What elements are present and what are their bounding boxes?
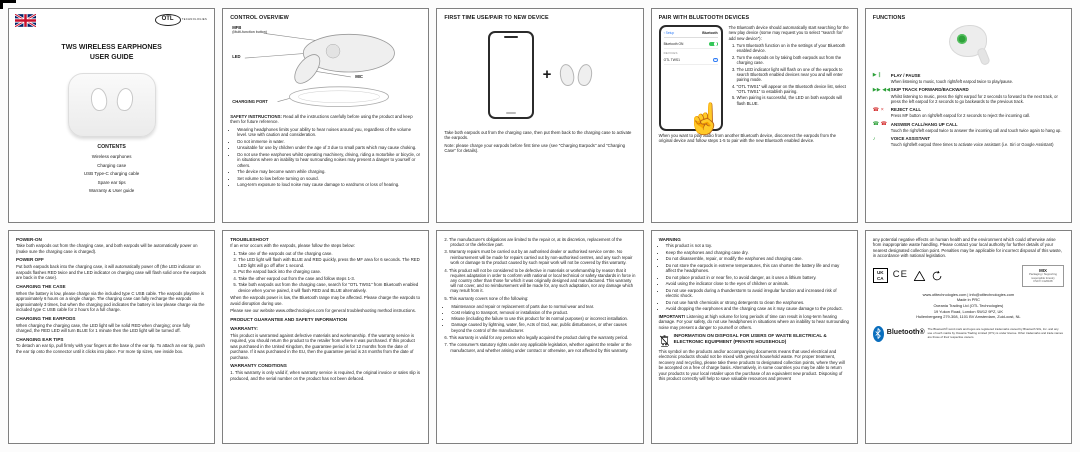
back-link: ‹ Setup <box>663 30 675 35</box>
power-section <box>16 284 207 313</box>
troubleshoot-intro: If an error occurs with the earpods, please follow the steps below: <box>230 243 355 249</box>
power-section-body: Take both earpods out from the charging case, and both earpods will be automatically power on (make sure the charging case is charged). <box>16 243 198 254</box>
warning-heading: WARNING <box>658 236 681 242</box>
earbud-image <box>873 25 1064 69</box>
bluetooth-logo-icon <box>873 326 884 342</box>
pause-icon: ∥ <box>878 72 881 79</box>
panel-pair-bluetooth <box>651 8 858 223</box>
earbud-right-image <box>577 63 595 87</box>
power-section-heading: CHARGING THE CASE <box>16 283 66 289</box>
function-desc: Touch right/left earpod three times to activate voice assistant (i.e. Siri or Google Assistant) <box>890 142 1054 148</box>
panel-warranty-conditions <box>436 230 643 445</box>
power-section-heading: POWER OFF <box>16 257 44 263</box>
skip-backward-icon: ◀◀ <box>882 86 891 93</box>
earbud-stem-image <box>977 47 992 66</box>
ukca-line1: UK <box>876 270 884 276</box>
troubleshoot-heading: TROUBLESHOOT <box>230 236 269 242</box>
disposal-heading: INFORMATION ON DISPOSAL FOR USERS OF WASTE ELECTRICAL & ELECTRONIC EQUIPMENT (PRIVATE HOUSEHOLD) <box>673 333 827 345</box>
phone-header <box>664 31 718 38</box>
voice-assistant-icon: ♪ <box>872 135 876 142</box>
plus-sign: + <box>542 66 552 84</box>
function-play-pause <box>873 73 1064 84</box>
panel-cover <box>8 8 215 223</box>
panel-troubleshoot <box>222 230 429 445</box>
pair-step: 2. Turn the earpods on by taking both earpods out from the charging case. <box>737 55 850 66</box>
earbuds-image <box>560 64 592 86</box>
safety-bullet-list <box>230 127 421 188</box>
power-section <box>16 237 207 255</box>
bluetooth-toggle-row <box>664 40 718 50</box>
function-title: ANSWER CALL/HANG UP CALL <box>890 121 958 127</box>
warranty-body: This product is warranted against defective materials and workmanship. If the warranty service is required, you should return the product to the retailer from where it was purchased. If this product was purchased in the United Kingdom, the guarantee period is for 12 months from the date of purchase. If it was purchased in the EU, then the guarantee period is 24 months from the date of purchase. <box>230 332 415 360</box>
power-section-body: Put both earpods back into the charging case, it will automatically power off (the LED indicator on earpods flashes RED twice and the LED indicator on charging case will flash solid once the earpods are back in the case). <box>16 264 206 281</box>
power-section-heading: CHANGING EAR TIPS <box>16 336 64 342</box>
otl-logo-subtext: TECHNOLOGIES <box>181 18 208 21</box>
safety-instructions <box>230 114 421 125</box>
warranty-condition: 2. The manufacturer's obligations are limited to the repair or, at its discretion, replacement of the product or the defective part. <box>444 236 623 247</box>
guarantee-heading: PRODUCT GUARANTEE AND SAFETY INFORMATION <box>230 316 347 322</box>
first-use-note: Note: please charge your earpods before first time use (see "Charging Earpods" and "Charging Case" for details). <box>444 142 626 154</box>
warranty-condition: 3. Warranty repairs must be carried out by an authorised dealer or authorised service centre. No reimbursement will be made for repairs carried out by non-authorised centres, and any such repair work or damage to the product caused by such repair work will not be covered by this warranty. <box>444 249 633 265</box>
voice-assistant-icons <box>873 136 888 147</box>
contents-item: Charging case <box>97 162 127 168</box>
disposal-body: This symbol on the products and/or accompanying documents means that used electrical and electronic products should not be mixed with general household waste. For proper treatment, recovery and recycling, please take these products to designated collection points, where they will be accepted on a free of charge basis. Alternatively, in some countries you may be able to return your products to your local retailer upon the purchase of an equivalent new product. Disposing of this product correctly will help to save valuable resources and prevent <box>658 348 845 382</box>
device-name: OTL TWS1 <box>663 58 680 63</box>
company-line: Oceania Trading Ltd (OTL Technologies) <box>933 302 1004 308</box>
warning-bullet: • Avoid using the indicator close to the eyes of children or animals. <box>666 281 850 287</box>
safety-bullet: • The device may become warm while charging. <box>237 169 421 175</box>
touch-surface-dot <box>957 34 967 44</box>
safety-bullet: • Do not use these earphones whilst operating machinery, driving, riding a motorbike or bicycle, or in situations where an inability to hear surrounding noises may present a danger to yourself or others. <box>237 152 421 169</box>
function-desc: Whilst listening to music, press the right earpod for 2 seconds to forward to the next track, or press the left earpod for 2 seconds to go backwards to the previous track. <box>890 93 1058 104</box>
function-answer-call <box>873 122 1064 133</box>
warranty-conditions-heading: WARRANTY CONDITIONS <box>230 363 287 369</box>
earbud-left-image <box>89 87 108 112</box>
skip-track-icons <box>872 86 891 104</box>
recycle-triangle-icon <box>913 270 926 282</box>
disposal-continuation: any potential negative effects on human health and the environment which could otherwise arise from inappropriate waste handling. Please contact your local authority for further details of your nearest designated collection point. Penalties may be applicable for incorrect disposal of this waste, in accordance with national legislation. <box>872 236 1062 258</box>
power-section <box>16 337 207 355</box>
warning-bullet: • Do not use harsh chemicals or strong detergents to clean the earphones. <box>666 300 850 306</box>
contents-item: Spare ear tips <box>97 179 126 185</box>
bluetooth-wordmark: Bluetooth® <box>886 329 925 337</box>
bluetooth-legal-text: The Bluetooth® word mark and logos are registered trademarks owned by Bluetooth SIG, Inc. and any use of such marks by Oceania Trading Limited (OTL) is under license. Other trademarks and trade names are those of their respective owners. <box>927 326 1063 339</box>
power-section-body: To detach an ear tip, pull firmly with your fingers at the base of the ear tip. To attach an ear tip, push the ear tip onto the connector until it clicks into place. For more tip sizes, see inside box. <box>16 343 205 354</box>
warning-bullet-list <box>659 243 850 312</box>
uk-flag-icon <box>15 14 36 27</box>
compliance-marks <box>873 265 1064 287</box>
reject-x-icon: × <box>880 106 884 113</box>
warranty-conditions-6-7 <box>444 335 635 353</box>
info-icon: i <box>715 57 716 62</box>
troubleshoot-step: 1. Take one of the earpods out of the charging case. <box>238 251 421 257</box>
warranty-condition-1: 1. This warranty is only valid if, when warranty service is required, the original invoice or sales slip is produced, and the serial number on the product has not been defaced. <box>230 370 420 381</box>
warranty-exclusion: • Damage caused by lightning, water, fire, Acts of God, war, public disturbances, or other causes beyond the control of the manufacturer. <box>451 322 635 332</box>
troubleshoot-step-list <box>230 251 421 294</box>
mfb-label: MFB (Multi-function button) <box>232 24 267 35</box>
otl-logo-text: OTL <box>155 14 181 26</box>
control-overview-heading: CONTROL OVERVIEW <box>230 15 289 21</box>
pair-heading: PAIR WITH BLUETOOTH DEVICES <box>658 15 750 21</box>
bluetooth-toggle-label: Bluetooth ON <box>663 41 684 46</box>
safety-bullet: • Unsuitable for use by children under the age of 3 due to small parts which may cause choking. <box>237 145 421 151</box>
pair-outro: When you want to play audio from another Bluetooth device, disconnect the earpods from the original device and follow steps 1-5 to pair with the new Bluetooth enabled device. <box>658 132 837 144</box>
earbud-body-image <box>949 25 987 57</box>
mic-label: MIC <box>355 73 363 79</box>
troubleshoot-step: 3. Put the earpod back into the charging case. <box>238 269 421 275</box>
pair-content-row <box>659 24 850 136</box>
power-section-heading: CHARGING THE EARPODS <box>16 315 76 321</box>
mfb-sublabel: (Multi-function button) <box>232 30 267 35</box>
bluetooth-settings-phone <box>659 25 724 136</box>
panel-control-overview <box>222 8 429 223</box>
safety-bullet: • Set volume to low before turning on sound. <box>237 176 421 182</box>
contents-item: Wireless earphones <box>91 154 132 160</box>
device-row <box>664 56 718 66</box>
answer-call-icon: ☎ <box>872 121 880 128</box>
panel-legal <box>865 230 1072 445</box>
pair-step-list <box>729 43 850 106</box>
first-use-heading: FIRST TIME USE/PAIR TO NEW DEVICE <box>444 15 549 21</box>
first-use-body: Take both earpods out from the charging case, then put them back to the charging case to activate the earpods. <box>444 129 632 141</box>
troubleshoot-step: 4. Take the other earpod out from the case and follow steps 1-3. <box>238 276 421 282</box>
safety-instructions-intro: Read all the instructions carefully before using the product and keep them for future reference. <box>230 113 413 125</box>
power-section-body: When charging the charging case, the LED light will be solid RED when charging; once fully charged, the RED LED will turn BLUE for 1 minute then the LED light will be turned off. <box>16 322 191 333</box>
fsc-code: FSC® C126168 <box>1033 280 1053 284</box>
play-icon: ▶ <box>872 72 877 79</box>
earbud-left-image <box>559 63 577 87</box>
mix-subtitle: Packaging / Supporting responsible forestry <box>1029 273 1057 280</box>
warranty-exclusion: • Misuse (including the failure to use this product for its normal purposes) or incorrect installation. <box>451 316 635 321</box>
panel-power-charging <box>8 230 215 445</box>
made-in-line: Made in PRC <box>956 297 980 303</box>
safety-bullet: • Long-term exposure to loud noise may cause damage to eardrums or loss of hearing. <box>237 182 421 188</box>
warning-bullet: • This product is not a toy. <box>666 243 850 249</box>
reject-call-phone-icon: ☎ <box>872 106 880 113</box>
warranty-condition: 5. This warranty covers none of the following: <box>444 296 529 302</box>
troubleshoot-step: 2. The LED light will flash with BLUE and RED quickly, press the MF area for 6 seconds. The RED LED light will go off after 1 second. <box>238 257 421 268</box>
panel-first-use <box>436 8 643 223</box>
function-title: SKIP TRACK FORWARD/BACKWARD <box>890 87 969 93</box>
warranty-conditions-2-5 <box>444 237 635 302</box>
bluetooth-toggle <box>709 42 718 47</box>
function-desc: Press MF button on right/left earpod for 2 seconds to reject the incoming call. <box>890 113 1031 119</box>
power-section-heading: POWER-ON <box>16 236 42 242</box>
pair-steps <box>729 25 850 131</box>
important-label: IMPORTANT! <box>658 313 686 319</box>
troubleshoot-step: 5. Take both earpods out from the charging case, search for "OTL TWS1" from Bluetooth enabled device when you've paired, it will flash RED and BLUE alternatively. <box>238 282 421 293</box>
phone-screen-title: Bluetooth <box>702 30 718 35</box>
crop-mark <box>0 0 16 9</box>
warning-bullet: • Do not disassemble, repair, or modify the earphones and charging case. <box>666 256 850 262</box>
function-title: VOICE ASSISTANT <box>890 136 931 142</box>
power-section <box>16 316 207 334</box>
contents-heading: CONTENTS <box>97 143 126 150</box>
charging-case-image <box>68 73 156 137</box>
ukca-mark <box>873 268 888 283</box>
warranty-heading: WARRANTY: <box>230 325 258 331</box>
pair-step: 3. The LED indicator light will flash on one of the earpods to search Bluetooth enabled devices near you and will enter pairing mode. <box>737 67 850 83</box>
warning-bullet: • Avoid dropping the earphones and the charging case as it may cause damage to the product. <box>666 306 850 312</box>
charging-port-label: CHARGING PORT <box>232 98 268 104</box>
safety-instructions-heading: SAFETY INSTRUCTIONS: <box>230 113 282 119</box>
otl-logo <box>155 14 208 26</box>
disposal-section <box>659 333 850 349</box>
earbud-diagram <box>230 25 421 111</box>
warning-bullet: • Do not place product in or near fire, to avoid danger, as it uses a lithium battery. <box>666 275 850 281</box>
answer-hangup-icons <box>873 122 888 133</box>
pointing-hand-icon: ☝ <box>686 102 724 136</box>
contents-item: Warranty & User guide <box>88 188 135 194</box>
play-pause-icons <box>873 73 888 84</box>
function-voice-assistant <box>873 136 1064 147</box>
reject-call-icons <box>873 107 888 118</box>
warranty-exclusions-list <box>444 304 635 333</box>
function-skip-track <box>873 87 1064 104</box>
weee-bin-icon <box>659 333 670 349</box>
warranty-condition: 4. This product will not be considered to be defective in materials or workmanship by reason that it requires adaptation in order to conform with national or local technical or safety standards in force in any country other than those for which it was originally designed and manufactured. This warranty will not cover, and no reimbursement will be made for, any such adaptation, nor any damage which may result from it. <box>444 267 636 294</box>
recycle-loop-icon <box>931 270 943 282</box>
devices-section-label: DEVICES <box>663 51 678 56</box>
pair-intro: The Bluetooth device should automatically start searching for the new play device (some may request you to select "search for/ add new device"): <box>728 24 849 41</box>
warning-bullet: • Keep the earphones and charging case dry. <box>666 250 850 256</box>
pairing-illustration <box>444 26 635 124</box>
warranty-condition: 7. The consumer's statutory rights under any applicable legislation, whether against the retailer or the manufacturer, and whether arising under contract or otherwise, are not affected by this warranty. <box>444 342 632 353</box>
pair-step: 1. Turn Bluetooth function on in the settings of your Bluetooth enabled device. <box>737 43 850 54</box>
bluetooth-attribution <box>873 326 1064 342</box>
toggle-knob <box>714 42 718 46</box>
power-section-body: When the battery is low, please charge via the included type C USB cable. The earpods playtime is approximately 6 hours on a single charge. The charging case can fully recharge the earpods approximately 3 times, but when the charging pod indicates the battery is low please charge via the included type C USB cable for 2 hours for a full charge. <box>16 290 205 313</box>
power-section <box>16 257 207 280</box>
ukca-line2: CA <box>876 275 884 281</box>
panel-functions <box>865 8 1072 223</box>
warranty-exclusion: • Maintenance and repair or replacement of parts due to normal wear and tear. <box>451 304 635 309</box>
warranty-condition: 6. This warranty is valid for any person who legally acquired the product during the warranty period. <box>444 334 629 340</box>
panel-warning <box>651 230 858 445</box>
contents-item: USB Type-C charging cable <box>83 171 140 177</box>
warning-bullet: • Do not use earpods during a thunderstorm to avoid irregular function and increased risk of electric shock. <box>666 288 850 299</box>
function-desc: When listening to music, touch right/left earpod twice to play/pause. <box>890 79 1013 85</box>
pair-step: 4. "OTL TWS1" will appear on the Bluetooth device list, select "OTL TWS1" to establish pairing. <box>737 84 850 95</box>
earbud-right-image <box>115 87 134 112</box>
contents-list <box>16 153 207 196</box>
pair-step: 5. When pairing is successful, the LED on both earpods will flash BLUE. <box>737 95 850 106</box>
warranty-exclusion: • Cost relating to transport, removal or installation of the product. <box>451 310 635 315</box>
important-body: Listening at high volume for long periods of time can result in long-term hearing damage. For your safety, do not use headphones in situations where an inability to hear surrounding noise may present a danger to yourself or others. <box>658 313 849 330</box>
functions-heading: FUNCTIONS <box>872 15 906 21</box>
ce-mark: CE <box>892 269 908 281</box>
page-title <box>16 43 207 63</box>
address-nl: Huilenbergweg 279-308, 1101 BV Amsterdam, Zuid-oost, NL <box>916 314 1021 320</box>
skip-forward-icon: ▶▶ <box>872 86 881 93</box>
safety-bullet: • Do not immerse in water. <box>237 139 421 145</box>
troubleshoot-note-website: Please see our website www.otltechnologies.com for general troubleshooting method instructions. <box>230 308 417 314</box>
phone-image <box>488 31 534 119</box>
address-uk: 19 Yukon Road, London SW12 9PZ, UK <box>933 308 1003 314</box>
led-label: LED <box>232 53 241 59</box>
troubleshoot-note-range: When the earpods power is low, the Bluetooth range may be affected. Please charge the earpods to avoid disruption during use. <box>230 295 421 306</box>
safety-bullet: • Wearing headphones limits your ability to hear noises around you, regardless of the volume level. Use with caution and consideration. <box>237 127 421 138</box>
function-title: PLAY / PAUSE <box>890 72 921 78</box>
function-desc: Touch the right/left earpod twice to answer the incoming call and touch twice again to hang up. <box>890 127 1062 133</box>
warning-bullet: • Do not store the earpods in extreme temperatures, this can shorten the battery life and may affect the headphones. <box>666 263 850 274</box>
hang-up-icon: ☎ <box>880 121 888 128</box>
important-note <box>659 314 850 331</box>
product-title: TWS WIRELESS EARPHONES <box>61 44 162 51</box>
function-title: REJECT CALL <box>890 107 922 113</box>
mix-title: MIX <box>1039 267 1047 273</box>
guide-title: USER GUIDE <box>89 53 134 61</box>
power-sections <box>16 237 207 355</box>
contact-line: www.otltechnologies.com | info@otltechnologies.com <box>922 291 1015 297</box>
fsc-mix-label <box>1022 265 1064 287</box>
function-reject-call <box>873 107 1064 118</box>
